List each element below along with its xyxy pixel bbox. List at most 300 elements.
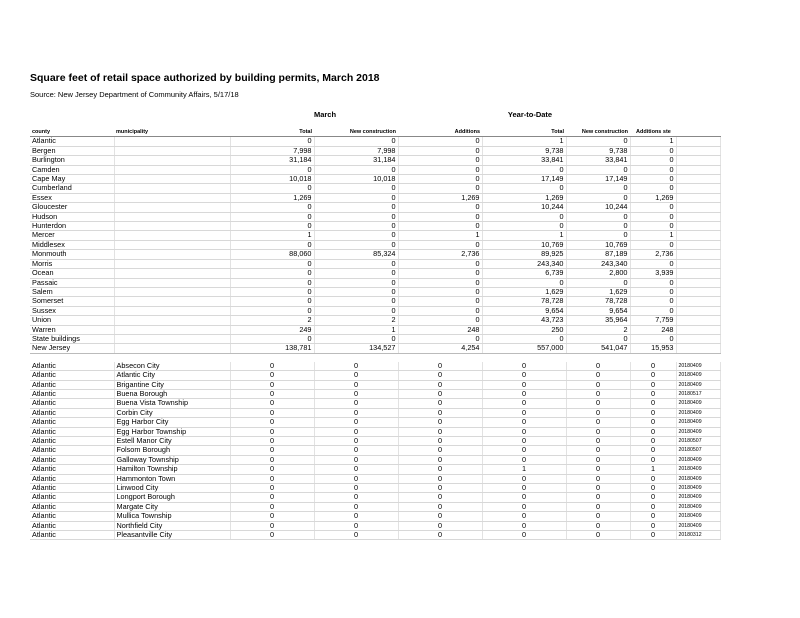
municipality-cell: Mullica Township	[114, 512, 230, 521]
date-cell: 20180409	[676, 521, 720, 530]
march-total-cell: 0	[230, 203, 314, 212]
ytd-new-cell: 0	[566, 484, 630, 493]
ytd-total-cell: 0	[482, 278, 566, 287]
march-new-cell: 0	[314, 278, 398, 287]
march-new-cell: 1	[314, 325, 398, 334]
march-total-cell: 0	[230, 455, 314, 464]
county-cell: Atlantic	[30, 446, 114, 455]
ytd-additions-cell: 0	[630, 446, 676, 455]
date-cell: 20180507	[676, 446, 720, 455]
county-row	[30, 231, 720, 240]
county-row	[30, 240, 720, 249]
county-cell: Atlantic	[30, 474, 114, 483]
ytd-new-cell: 0	[566, 389, 630, 398]
ytd-additions-cell: 1	[630, 231, 676, 240]
county-row	[30, 137, 720, 146]
march-additions-cell: 0	[398, 278, 482, 287]
county-cell: Monmouth	[30, 250, 114, 259]
col-ytd-new: New construction	[566, 128, 630, 137]
municipality-cell	[114, 156, 230, 165]
march-new-cell: 10,018	[314, 175, 398, 184]
ytd-total-cell: 0	[482, 184, 566, 193]
empty-cell	[676, 212, 720, 221]
ytd-additions-cell: 0	[630, 362, 676, 371]
county-row	[30, 165, 720, 174]
municipality-cell	[114, 259, 230, 268]
county-cell: Atlantic	[30, 437, 114, 446]
ytd-new-cell: 0	[566, 184, 630, 193]
march-additions-cell: 0	[398, 146, 482, 155]
march-additions-cell: 0	[398, 371, 482, 380]
ytd-additions-cell: 0	[630, 502, 676, 511]
march-new-cell: 0	[314, 474, 398, 483]
march-total-cell: 10,018	[230, 175, 314, 184]
empty-cell	[676, 146, 720, 155]
ytd-additions-cell: 0	[630, 334, 676, 343]
ytd-new-cell: 0	[566, 212, 630, 221]
empty-cell	[676, 222, 720, 231]
march-total-cell: 88,060	[230, 250, 314, 259]
col-municipality: municipality	[114, 128, 230, 137]
march-additions-cell: 0	[398, 502, 482, 511]
ytd-total-cell: 9,738	[482, 146, 566, 155]
march-new-cell: 0	[314, 418, 398, 427]
march-additions-cell: 0	[398, 316, 482, 325]
march-additions-cell: 0	[398, 259, 482, 268]
march-additions-cell: 0	[398, 521, 482, 530]
county-cell: Bergen	[30, 146, 114, 155]
march-additions-cell: 0	[398, 165, 482, 174]
march-additions-cell: 1	[398, 231, 482, 240]
county-cell: Essex	[30, 193, 114, 202]
municipality-row	[30, 474, 720, 483]
ytd-additions-cell: 0	[630, 156, 676, 165]
empty-cell	[676, 316, 720, 325]
municipality-cell	[114, 203, 230, 212]
municipality-cell: Atlantic City	[114, 371, 230, 380]
date-cell: 20180409	[676, 512, 720, 521]
ytd-additions-cell: 0	[630, 455, 676, 464]
county-row	[30, 325, 720, 334]
march-additions-cell: 0	[398, 418, 482, 427]
march-total-cell: 0	[230, 531, 314, 540]
report-source: Source: New Jersey Department of Community Affairs, 5/17/18	[30, 90, 239, 99]
municipality-cell	[114, 212, 230, 221]
ytd-additions-cell: 0	[630, 474, 676, 483]
ytd-total-cell: 0	[482, 362, 566, 371]
municipality-cell: Estell Manor City	[114, 437, 230, 446]
march-new-cell: 0	[314, 269, 398, 278]
ytd-additions-cell: 0	[630, 146, 676, 155]
county-row	[30, 222, 720, 231]
county-row	[30, 259, 720, 268]
march-additions-cell: 0	[398, 306, 482, 315]
county-cell: Atlantic	[30, 362, 114, 371]
municipality-cell	[114, 316, 230, 325]
permits-table	[30, 128, 721, 540]
ytd-additions-cell: 0	[630, 297, 676, 306]
ytd-additions-cell: 0	[630, 531, 676, 540]
ytd-total-cell: 6,739	[482, 269, 566, 278]
ytd-new-cell: 0	[566, 474, 630, 483]
municipality-cell: Corbin City	[114, 408, 230, 417]
county-cell: Atlantic	[30, 380, 114, 389]
march-additions-cell: 0	[398, 222, 482, 231]
municipality-cell	[114, 146, 230, 155]
ytd-additions-cell: 0	[630, 437, 676, 446]
county-cell: Atlantic	[30, 389, 114, 398]
march-new-cell: 0	[314, 399, 398, 408]
ytd-additions-cell: 0	[630, 175, 676, 184]
date-cell: 20180409	[676, 455, 720, 464]
county-cell: Morris	[30, 259, 114, 268]
ytd-additions-cell: 0	[630, 222, 676, 231]
empty-cell	[676, 278, 720, 287]
municipality-row	[30, 362, 720, 371]
march-additions-cell: 0	[398, 212, 482, 221]
municipality-row	[30, 502, 720, 511]
ytd-total-cell: 0	[482, 418, 566, 427]
municipality-cell: Buena Vista Township	[114, 399, 230, 408]
ytd-additions-cell: 0	[630, 389, 676, 398]
march-additions-cell: 0	[398, 297, 482, 306]
march-additions-cell: 0	[398, 184, 482, 193]
ytd-new-cell: 243,340	[566, 259, 630, 268]
col-march-new: New construction	[314, 128, 398, 137]
county-cell: Atlantic	[30, 484, 114, 493]
empty-cell	[676, 137, 720, 146]
march-additions-cell: 4,254	[398, 344, 482, 353]
march-total-cell: 0	[230, 474, 314, 483]
ytd-total-cell: 1	[482, 231, 566, 240]
county-row	[30, 334, 720, 343]
municipality-cell	[114, 334, 230, 343]
ytd-additions-cell: 0	[630, 184, 676, 193]
ytd-total-cell: 10,769	[482, 240, 566, 249]
county-row	[30, 146, 720, 155]
march-total-cell: 0	[230, 259, 314, 268]
county-cell: Camden	[30, 165, 114, 174]
county-cell: Hudson	[30, 212, 114, 221]
municipality-cell	[114, 222, 230, 231]
ytd-additions-cell: 1	[630, 465, 676, 474]
ytd-total-cell: 0	[482, 427, 566, 436]
march-new-cell: 0	[314, 512, 398, 521]
empty-cell	[676, 193, 720, 202]
date-cell: 20180409	[676, 418, 720, 427]
march-additions-cell: 0	[398, 408, 482, 417]
ytd-new-cell: 0	[566, 531, 630, 540]
march-new-cell: 0	[314, 484, 398, 493]
ytd-additions-cell: 0	[630, 306, 676, 315]
county-cell: Ocean	[30, 269, 114, 278]
county-row	[30, 278, 720, 287]
ytd-total-cell: 243,340	[482, 259, 566, 268]
municipality-cell: Margate City	[114, 502, 230, 511]
march-total-cell: 0	[230, 437, 314, 446]
table-header-row	[30, 128, 720, 137]
municipality-cell	[114, 184, 230, 193]
ytd-total-cell: 0	[482, 334, 566, 343]
march-additions-cell: 1,269	[398, 193, 482, 202]
march-new-cell: 134,527	[314, 344, 398, 353]
march-new-cell: 0	[314, 259, 398, 268]
date-cell: 20180409	[676, 427, 720, 436]
march-new-cell: 0	[314, 427, 398, 436]
ytd-additions-cell: 0	[630, 371, 676, 380]
municipality-cell	[114, 137, 230, 146]
march-total-cell: 0	[230, 408, 314, 417]
empty-cell	[676, 306, 720, 315]
municipality-row	[30, 427, 720, 436]
county-cell: Atlantic	[30, 493, 114, 502]
march-total-cell: 0	[230, 465, 314, 474]
municipality-cell	[114, 175, 230, 184]
march-total-cell: 0	[230, 371, 314, 380]
march-total-cell: 7,998	[230, 146, 314, 155]
ytd-new-cell: 0	[566, 334, 630, 343]
group-header-ytd: Year-to-Date	[507, 110, 553, 119]
county-cell: Warren	[30, 325, 114, 334]
ytd-new-cell: 0	[566, 165, 630, 174]
march-new-cell: 0	[314, 165, 398, 174]
ytd-new-cell: 9,738	[566, 146, 630, 155]
ytd-total-cell: 1,269	[482, 193, 566, 202]
ytd-new-cell: 0	[566, 371, 630, 380]
march-total-cell: 0	[230, 380, 314, 389]
municipality-cell: Northfield City	[114, 521, 230, 530]
county-row	[30, 316, 720, 325]
date-cell: 20180409	[676, 502, 720, 511]
ytd-total-cell: 0	[482, 371, 566, 380]
municipality-row	[30, 408, 720, 417]
ytd-total-cell: 78,728	[482, 297, 566, 306]
municipality-row	[30, 418, 720, 427]
march-new-cell: 0	[314, 212, 398, 221]
march-additions-cell: 0	[398, 334, 482, 343]
ytd-additions-cell: 1	[630, 137, 676, 146]
march-new-cell: 0	[314, 380, 398, 389]
march-total-cell: 0	[230, 493, 314, 502]
march-new-cell: 0	[314, 446, 398, 455]
march-additions-cell: 0	[398, 240, 482, 249]
ytd-total-cell: 0	[482, 493, 566, 502]
march-total-cell: 0	[230, 446, 314, 455]
county-row	[30, 297, 720, 306]
ytd-additions-cell: 0	[630, 521, 676, 530]
municipality-cell	[114, 231, 230, 240]
municipality-cell	[114, 297, 230, 306]
ytd-total-cell: 0	[482, 437, 566, 446]
ytd-new-cell: 0	[566, 408, 630, 417]
march-new-cell: 31,184	[314, 156, 398, 165]
march-additions-cell: 0	[398, 137, 482, 146]
march-additions-cell: 0	[398, 531, 482, 540]
ytd-additions-cell: 0	[630, 408, 676, 417]
march-total-cell: 2	[230, 316, 314, 325]
col-county: county	[30, 128, 114, 137]
ytd-total-cell: 9,654	[482, 306, 566, 315]
ytd-total-cell: 0	[482, 521, 566, 530]
ytd-new-cell: 0	[566, 231, 630, 240]
march-additions-cell: 0	[398, 380, 482, 389]
ytd-new-cell: 0	[566, 465, 630, 474]
march-total-cell: 31,184	[230, 156, 314, 165]
march-new-cell: 2	[314, 316, 398, 325]
ytd-total-cell: 1,629	[482, 287, 566, 296]
ytd-total-cell: 1	[482, 137, 566, 146]
municipality-cell	[114, 240, 230, 249]
ytd-total-cell: 0	[482, 165, 566, 174]
county-cell: Sussex	[30, 306, 114, 315]
ytd-total-cell: 0	[482, 222, 566, 231]
empty-cell	[676, 231, 720, 240]
municipality-cell: Absecon City	[114, 362, 230, 371]
empty-cell	[676, 175, 720, 184]
municipality-row	[30, 455, 720, 464]
municipality-cell	[114, 344, 230, 353]
march-additions-cell: 0	[398, 269, 482, 278]
march-total-cell: 0	[230, 297, 314, 306]
march-total-cell: 0	[230, 418, 314, 427]
county-row	[30, 203, 720, 212]
march-total-cell: 0	[230, 287, 314, 296]
date-cell: 20180409	[676, 362, 720, 371]
county-row	[30, 156, 720, 165]
march-additions-cell: 0	[398, 362, 482, 371]
empty-cell	[676, 240, 720, 249]
ytd-additions-cell: 0	[630, 165, 676, 174]
march-additions-cell: 0	[398, 203, 482, 212]
date-cell: 20180312	[676, 531, 720, 540]
municipality-cell: Folsom Borough	[114, 446, 230, 455]
ytd-additions-cell: 0	[630, 399, 676, 408]
ytd-additions-cell: 0	[630, 493, 676, 502]
march-new-cell: 0	[314, 184, 398, 193]
march-new-cell: 0	[314, 222, 398, 231]
date-cell: 20180409	[676, 465, 720, 474]
ytd-total-cell: 10,244	[482, 203, 566, 212]
municipality-cell	[114, 250, 230, 259]
march-new-cell: 0	[314, 203, 398, 212]
group-header-march: March	[313, 110, 337, 119]
march-total-cell: 0	[230, 399, 314, 408]
ytd-additions-cell: 3,939	[630, 269, 676, 278]
march-total-cell: 0	[230, 521, 314, 530]
march-total-cell: 1	[230, 231, 314, 240]
county-cell: Atlantic	[30, 502, 114, 511]
empty-cell	[676, 165, 720, 174]
municipality-row	[30, 389, 720, 398]
empty-cell	[676, 297, 720, 306]
ytd-total-cell: 0	[482, 399, 566, 408]
report-title: Square feet of retail space authorized by building permits, March 2018	[30, 72, 380, 84]
ytd-new-cell: 0	[566, 222, 630, 231]
ytd-new-cell: 0	[566, 399, 630, 408]
march-new-cell: 0	[314, 334, 398, 343]
ytd-total-cell: 250	[482, 325, 566, 334]
ytd-total-cell: 17,149	[482, 175, 566, 184]
ytd-new-cell: 0	[566, 446, 630, 455]
county-row	[30, 212, 720, 221]
march-total-cell: 0	[230, 269, 314, 278]
municipality-row	[30, 371, 720, 380]
municipality-row	[30, 380, 720, 389]
county-cell: Somerset	[30, 297, 114, 306]
ytd-new-cell: 9,654	[566, 306, 630, 315]
ytd-new-cell: 17,149	[566, 175, 630, 184]
ytd-additions-cell: 0	[630, 484, 676, 493]
county-row	[30, 287, 720, 296]
march-new-cell: 0	[314, 362, 398, 371]
march-new-cell: 0	[314, 455, 398, 464]
county-cell: Atlantic	[30, 465, 114, 474]
municipality-cell	[114, 278, 230, 287]
empty-cell	[676, 156, 720, 165]
ytd-new-cell: 0	[566, 437, 630, 446]
county-row	[30, 344, 720, 353]
municipality-cell	[114, 287, 230, 296]
county-row	[30, 306, 720, 315]
county-cell: New Jersey	[30, 344, 114, 353]
municipality-cell: Longport Borough	[114, 493, 230, 502]
date-cell: 20180409	[676, 484, 720, 493]
col-ytd-additions: Additions ste	[630, 128, 720, 137]
municipality-cell	[114, 165, 230, 174]
ytd-new-cell: 0	[566, 521, 630, 530]
ytd-additions-cell: 248	[630, 325, 676, 334]
county-cell: Hunterdon	[30, 222, 114, 231]
county-cell: Atlantic	[30, 408, 114, 417]
march-total-cell: 1,269	[230, 193, 314, 202]
march-total-cell: 0	[230, 137, 314, 146]
county-cell: Cumberland	[30, 184, 114, 193]
ytd-new-cell: 0	[566, 193, 630, 202]
ytd-total-cell: 557,000	[482, 344, 566, 353]
march-new-cell: 0	[314, 287, 398, 296]
municipality-row	[30, 512, 720, 521]
county-cell: Middlesex	[30, 240, 114, 249]
col-march-additions: Additions	[398, 128, 482, 137]
municipality-row	[30, 465, 720, 474]
county-row	[30, 250, 720, 259]
date-cell: 20180409	[676, 380, 720, 389]
march-new-cell: 0	[314, 465, 398, 474]
county-row	[30, 175, 720, 184]
ytd-additions-cell: 0	[630, 278, 676, 287]
march-new-cell: 0	[314, 531, 398, 540]
county-cell: Mercer	[30, 231, 114, 240]
march-new-cell: 85,324	[314, 250, 398, 259]
march-total-cell: 0	[230, 484, 314, 493]
ytd-total-cell: 0	[482, 446, 566, 455]
ytd-new-cell: 0	[566, 493, 630, 502]
ytd-new-cell: 0	[566, 380, 630, 389]
march-additions-cell: 0	[398, 175, 482, 184]
ytd-new-cell: 33,841	[566, 156, 630, 165]
municipality-cell: Linwood City	[114, 484, 230, 493]
ytd-additions-cell: 7,759	[630, 316, 676, 325]
date-cell: 20180409	[676, 399, 720, 408]
ytd-additions-cell: 1,269	[630, 193, 676, 202]
empty-cell	[676, 344, 720, 353]
march-additions-cell: 0	[398, 493, 482, 502]
march-new-cell: 0	[314, 493, 398, 502]
march-new-cell: 0	[314, 389, 398, 398]
municipality-cell: Buena Borough	[114, 389, 230, 398]
ytd-new-cell: 0	[566, 512, 630, 521]
march-additions-cell: 0	[398, 474, 482, 483]
